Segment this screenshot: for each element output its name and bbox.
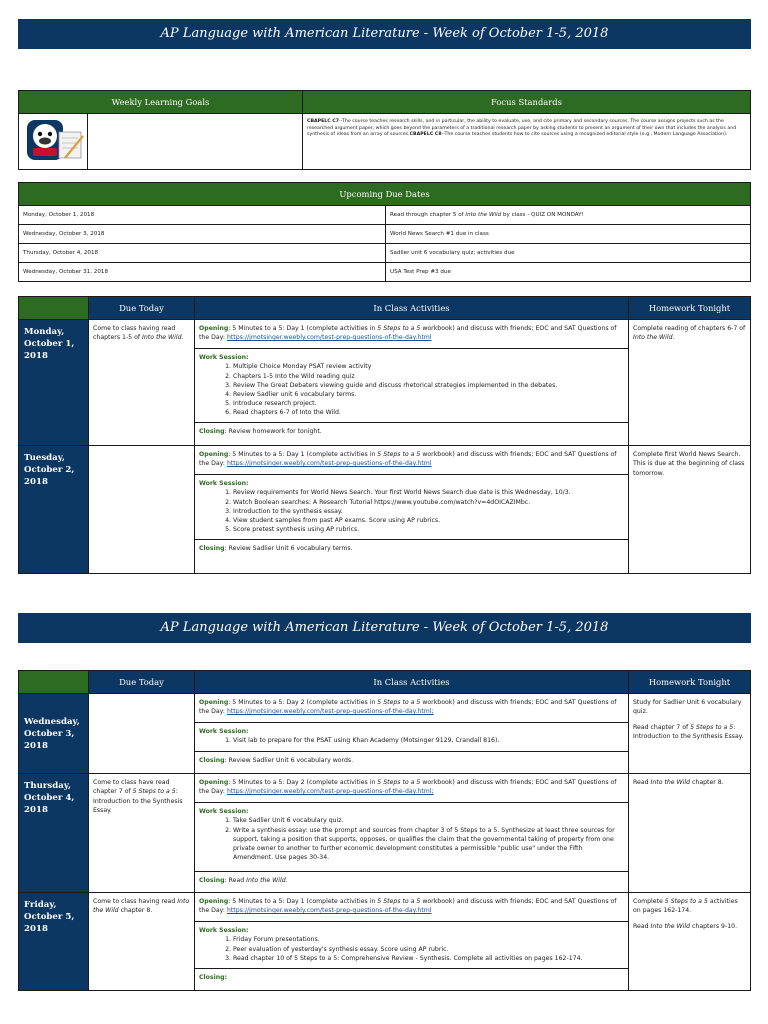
due-today-cell bbox=[89, 446, 195, 574]
day-label: Monday, October 1, 2018 bbox=[19, 320, 89, 446]
work-session-block: Work Session: 1. Multiple Choice Monday PSAT review activity 2. Chapters 1-5 Into the Wild reading quiz 3. Review The Great Debaters viewing guide and discuss rhetorical strategies implemented in the debates. 4. Review Sadlier unit 6 vocabulary terms. 5. Introduce research project. 6. Read chapters 6-7 of Into the Wild. bbox=[195, 349, 628, 423]
upcoming-header: Upcoming Due Dates bbox=[19, 183, 751, 206]
due-task: Sadlier unit 6 vocabulary quiz; activities due bbox=[386, 244, 751, 263]
upcoming-due-table bbox=[18, 182, 751, 282]
homework-cell: Complete reading of chapters 6-7 of Into the Wild. bbox=[629, 320, 751, 446]
work-session-block: Work Session: 1. Take Sadlier Unit 6 vocabulary quiz. 2. Write a synthesis essay: use the prompt and sources from chapter 3 of 5 Steps to a 5. Synthesize at least three sources for support, taking a position that supports, opposes, or qualifies the claim that the governmental taking of property from one private owner to another to further economic development constitutes a permissible "public use" under the Fifth Amendment. Use pages 30-34. bbox=[195, 803, 628, 872]
day-label: Wednesday, October 3, 2018 bbox=[19, 694, 89, 774]
schedule-table-1 bbox=[18, 296, 751, 574]
activities-cell bbox=[195, 320, 629, 446]
closing-block: Closing: Review homework for tonight. bbox=[199, 427, 322, 435]
page-banner: AP Language with American Literature - Week of October 1-5, 2018 bbox=[18, 613, 751, 643]
work-item: 1. Friday Forum presentations. bbox=[233, 935, 624, 944]
day-label: Tuesday, October 2, 2018 bbox=[19, 446, 89, 574]
closing-block: Closing: Review Sadlier Unit 6 vocabulary terms. bbox=[199, 545, 353, 552]
goals-cell bbox=[19, 114, 303, 170]
work-item: 4. View student samples from past AP exams. Score using AP rubrics. bbox=[233, 516, 624, 525]
due-task: World News Search #1 due in class bbox=[386, 225, 751, 244]
standard-code-1: CBAPELC C7 bbox=[307, 119, 340, 124]
due-today-cell: Come to class having read Into the Wild chapter 8. bbox=[89, 893, 195, 991]
corner-cell bbox=[19, 297, 89, 320]
goals-standards-table bbox=[18, 90, 751, 170]
opening-block: Opening: 5 Minutes to a 5: Day 1 (complete activities in 5 Steps to a 5 workbook) and discuss with friends; EOC and SAT Questions of the Day: https://jmotsinger.weebly.com/test-prep-questions-of-the-day.html bbox=[195, 320, 628, 349]
goals-header: Weekly Learning Goals bbox=[19, 91, 303, 114]
questions-link[interactable]: https://jmotsinger.weebly.com/test-prep-questions-of-the-day.html; bbox=[226, 788, 434, 796]
work-item: 2. Chapters 1-5 Into the Wild reading quiz bbox=[233, 372, 624, 381]
due-date: Thursday, October 4, 2018 bbox=[19, 244, 386, 263]
questions-link[interactable]: https://jmotsinger.weebly.com/test-prep-questions-of-the-day.html bbox=[226, 460, 432, 468]
standard-text-1: --The course teaches research skills, and in particular, the ability to evaluate, use, and cite primary and secondary sources. The course assigns projects such as the researched argument paper, which goes beyond the parameters of a traditional research paper by asking students to present an argument of their own that includes the analysis and synthesis of ideas from an array of sources. bbox=[307, 119, 737, 138]
work-item: 3. Read chapter 10 of 5 Steps to a 5: Comprehensive Review - Synthesis. Complete all activities on pages 162-174. bbox=[233, 954, 624, 963]
due-row bbox=[19, 206, 751, 225]
due-row bbox=[19, 263, 751, 282]
col-due-today: Due Today bbox=[89, 297, 195, 320]
standard-text-2: --The course teaches students how to cite sources using a recognized editorial style (e.g., Modern Language Association). bbox=[441, 132, 728, 138]
page-banner: AP Language with American Literature - Week of October 1-5, 2018 bbox=[18, 19, 751, 49]
activities-cell bbox=[195, 893, 629, 991]
work-item: 3. Introduction to the synthesis essay. bbox=[233, 507, 624, 516]
col-in-class: In Class Activities bbox=[195, 671, 629, 694]
work-item: 2. Peer evaluation of yesterday's synthesis essay. Score using AP rubric. bbox=[233, 945, 624, 954]
bulldog-logo bbox=[19, 114, 88, 169]
col-homework: Homework Tonight bbox=[629, 297, 751, 320]
work-item: 4. Review Sadlier unit 6 vocabulary terms. bbox=[233, 390, 624, 399]
questions-link[interactable]: https://jmotsinger.weebly.com/test-prep-questions-of-the-day.html; bbox=[226, 708, 434, 716]
col-in-class: In Class Activities bbox=[195, 297, 629, 320]
day-label: Thursday, October 4, 2018 bbox=[19, 774, 89, 893]
due-row bbox=[19, 244, 751, 263]
col-homework: Homework Tonight bbox=[629, 671, 751, 694]
day-label: Friday, October 5, 2018 bbox=[19, 893, 89, 991]
work-item: 2. Write a synthesis essay: use the prompt and sources from chapter 3 of 5 Steps to a 5. Synthesize at least three sources for support, taking a position that supports, opposes, or qualifies the claim that the governmental taking of property from one private owner to another to further economic development constitutes a permissible "public use" under the Fifth Amendment. Use pages 30-34. bbox=[233, 826, 624, 863]
closing-block: Closing: Read Into the Wild. bbox=[199, 877, 288, 884]
due-today-cell bbox=[89, 694, 195, 774]
day-row-tuesday bbox=[19, 446, 751, 574]
due-date: Monday, October 1, 2018 bbox=[19, 206, 386, 225]
work-item: 6. Read chapters 6-7 of Into the Wild. bbox=[233, 408, 624, 417]
work-item: 1. Multiple Choice Monday PSAT review activity bbox=[233, 362, 624, 371]
activities-cell bbox=[195, 694, 629, 774]
work-item: 2. Watch Boolean searches: A Research Tutorial https://www.youtube.com/watch?v=4dOICAZIMbc. bbox=[233, 498, 624, 507]
opening-block: Opening: 5 Minutes to a 5: Day 2 (complete activities in 5 Steps to a 5 workbook) and discuss with friends; EOC and SAT Questions of the Day: https://jmotsinger.weebly.com/test-prep-questions-of-the-day.html; bbox=[195, 774, 628, 803]
due-today-cell: Come to class have read chapter 7 of 5 Steps to a 5: Introduction to the Synthesis Essay. bbox=[89, 774, 195, 893]
work-item: 1. Review requirements for World News Search. Your first World News Search due date is this Wednesday, 10/3. bbox=[233, 488, 624, 497]
corner-cell bbox=[19, 671, 89, 694]
day-row-monday bbox=[19, 320, 751, 446]
closing-block: Closing: Review Sadlier Unit 6 vocabulary words. bbox=[199, 757, 354, 764]
work-item: 5. Introduce research project. bbox=[233, 399, 624, 408]
homework-cell: Study for Sadlier Unit 6 vocabulary quiz. Read chapter 7 of 5 Steps to a 5: Introduction to the Synthesis Essay. bbox=[629, 694, 751, 774]
due-today-cell: Come to class having read chapters 1-5 of Into the Wild. bbox=[89, 320, 195, 446]
day-row-thursday bbox=[19, 774, 751, 893]
opening-block: Opening: 5 Minutes to a 5: Day 1 (complete activities in 5 Steps to a 5 workbook) and discuss with friends; EOC and SAT Questions of the Day: https://jmotsinger.weebly.com/test-prep-questions-of-the-day.html bbox=[195, 446, 628, 475]
closing-block: Closing: bbox=[199, 974, 228, 981]
standard-code-2: CBAPELC C8 bbox=[409, 132, 442, 138]
activities-cell bbox=[195, 446, 629, 574]
due-date: Wednesday, October 3, 2018 bbox=[19, 225, 386, 244]
activities-cell bbox=[195, 774, 629, 893]
due-task: Read through chapter 5 of Into the Wild by class - QUIZ ON MONDAY! bbox=[386, 206, 751, 225]
homework-cell: Complete first World News Search. This is due at the beginning of class tomorrow. bbox=[629, 446, 751, 574]
questions-link[interactable]: https://jmotsinger.weebly.com/test-prep-questions-of-the-day.html bbox=[226, 907, 432, 915]
due-row bbox=[19, 225, 751, 244]
work-item: 1. Visit lab to prepare for the PSAT using Khan Academy (Motsinger 9129, Crandall 816). bbox=[233, 736, 624, 745]
opening-block: Opening: 5 Minutes to a 5: Day 1 (complete activities in 5 Steps to a 5 workbook) and discuss with friends; EOC and SAT Questions of the Day: https://jmotsinger.weebly.com/test-prep-questions-of-the-day.html bbox=[195, 893, 628, 922]
day-row-wednesday bbox=[19, 694, 751, 774]
bulldog-logo-icon bbox=[25, 118, 85, 164]
standards-header: Focus Standards bbox=[303, 91, 751, 114]
work-item: 3. Review The Great Debaters viewing guide and discuss rhetorical strategies implemented in the debates. bbox=[233, 381, 624, 390]
work-item: 5. Score pretest synthesis using AP rubrics. bbox=[233, 525, 624, 534]
homework-cell: Complete 5 Steps to a 5 activities on pages 162-174. Read Into the Wild chapters 9-10. bbox=[629, 893, 751, 991]
work-session-block: Work Session: 1. Review requirements for World News Search. Your first World News Search due date is this Wednesday, 10/3. 2. Watch Boolean searches: A Research Tutorial https://www.youtube.com/watch?v=4dOICAZIMbc. 3. Introduction to the synthesis essay. 4. View student samples from past AP exams. Score using AP rubrics. 5. Score pretest synthesis using AP rubrics. bbox=[195, 475, 628, 540]
work-session-block: Work Session: 1. Visit lab to prepare for the PSAT using Khan Academy (Motsinger 9129, Crandall 816). bbox=[195, 723, 628, 752]
work-item: 1. Take Sadlier Unit 6 vocabulary quiz. bbox=[233, 816, 624, 825]
col-due-today: Due Today bbox=[89, 671, 195, 694]
due-task: USA Test Prep #3 due bbox=[386, 263, 751, 282]
homework-cell: Read Into the Wild chapter 8. bbox=[629, 774, 751, 893]
standards-text bbox=[303, 114, 751, 170]
opening-block: Opening: 5 Minutes to a 5: Day 2 (complete activities in 5 Steps to a 5 workbook) and discuss with friends; EOC and SAT Questions of the Day: https://jmotsinger.weebly.com/test-prep-questions-of-the-day.html; bbox=[195, 694, 628, 723]
day-row-friday bbox=[19, 893, 751, 991]
work-session-block: Work Session: 1. Friday Forum presentations. 2. Peer evaluation of yesterday's synthesis essay. Score using AP rubric. 3. Read chapter 10 of 5 Steps to a 5: Comprehensive Review - Synthesis. Complete all activities on pages 162-174. bbox=[195, 922, 628, 969]
questions-link[interactable]: https://jmotsinger.weebly.com/test-prep-questions-of-the-day.html bbox=[226, 334, 432, 342]
schedule-table-2 bbox=[18, 670, 751, 991]
due-date: Wednesday, October 31, 2018 bbox=[19, 263, 386, 282]
